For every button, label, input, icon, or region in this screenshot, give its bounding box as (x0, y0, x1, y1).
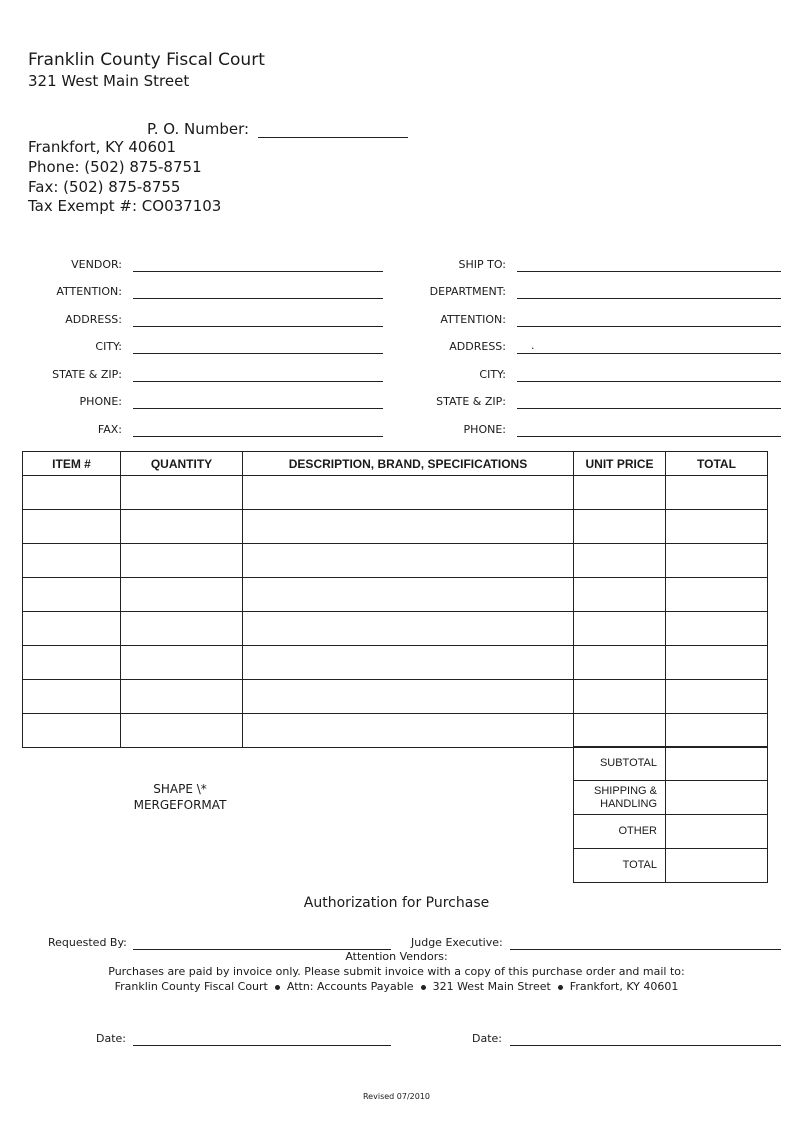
requested-by-label: Requested By: (48, 936, 127, 949)
table-row (23, 544, 768, 578)
street-address: 321 West Main Street (28, 72, 190, 90)
table-row (23, 612, 768, 646)
vendor-fax-field[interactable] (133, 436, 383, 437)
table-row (23, 578, 768, 612)
col-unit-price: UNIT PRICE (574, 452, 666, 476)
bullet-icon (558, 985, 563, 990)
vendor-phone-label: PHONE: (79, 395, 122, 408)
description-cell[interactable] (243, 544, 574, 578)
quantity-cell[interactable] (121, 612, 243, 646)
other-label: OTHER (574, 815, 666, 849)
total-cell[interactable] (666, 646, 768, 680)
table-row (23, 476, 768, 510)
description-cell[interactable] (243, 680, 574, 714)
col-item-number: ITEM # (23, 452, 121, 476)
ship-city-label: CITY: (479, 368, 506, 381)
table-row (23, 714, 768, 748)
date-left-label: Date: (96, 1032, 126, 1045)
totals-table (573, 746, 768, 883)
po-number-field[interactable] (258, 137, 408, 138)
table-row (23, 646, 768, 680)
total-cell[interactable] (666, 578, 768, 612)
mailing-org: Franklin County Fiscal Court (114, 980, 268, 993)
total-cell[interactable] (666, 680, 768, 714)
grand-total-value[interactable] (666, 849, 768, 883)
ship-to-label: SHIP TO: (458, 258, 506, 271)
quantity-cell[interactable] (121, 544, 243, 578)
quantity-cell[interactable] (121, 510, 243, 544)
other-row (574, 815, 768, 849)
ship-state-zip-label: STATE & ZIP: (436, 395, 506, 408)
vendor-state-zip-field[interactable] (133, 381, 383, 382)
other-value[interactable] (666, 815, 768, 849)
vendor-field[interactable] (133, 271, 383, 272)
vendor-address-field[interactable] (133, 326, 383, 327)
date-left-field[interactable] (133, 1045, 391, 1046)
department-label: DEPARTMENT: (429, 285, 506, 298)
unit-price-cell[interactable] (574, 612, 666, 646)
table-row (23, 510, 768, 544)
judge-executive-label: Judge Executive: (411, 936, 503, 949)
ship-address-field[interactable] (517, 353, 781, 354)
quantity-cell[interactable] (121, 578, 243, 612)
total-cell[interactable] (666, 510, 768, 544)
bullet-icon (421, 985, 426, 990)
ship-phone-label: PHONE: (463, 423, 506, 436)
shipping-row (574, 781, 768, 815)
quantity-cell[interactable] (121, 714, 243, 748)
vendor-phone-field[interactable] (133, 408, 383, 409)
description-cell[interactable] (243, 646, 574, 680)
po-number-label: P. O. Number: (147, 120, 250, 138)
items-table (22, 451, 768, 748)
vendor-attention-field[interactable] (133, 298, 383, 299)
item-cell[interactable] (23, 476, 121, 510)
item-cell[interactable] (23, 714, 121, 748)
subtotal-row (574, 747, 768, 781)
organization-name: Franklin County Fiscal Court (28, 50, 265, 70)
vendor-address-label: ADDRESS: (65, 313, 122, 326)
col-quantity: QUANTITY (121, 452, 243, 476)
bullet-icon (275, 985, 280, 990)
vendor-fax-label: FAX: (97, 423, 122, 436)
city-state-zip: Frankfort, KY 40601 (28, 138, 177, 156)
total-cell[interactable] (666, 714, 768, 748)
grand-total-row (574, 849, 768, 883)
unit-price-cell[interactable] (574, 544, 666, 578)
total-cell[interactable] (666, 544, 768, 578)
item-cell[interactable] (23, 544, 121, 578)
revision-note: Revised 07/2010 (362, 1092, 431, 1101)
quantity-cell[interactable] (121, 476, 243, 510)
item-cell[interactable] (23, 510, 121, 544)
invoice-instructions: Purchases are paid by invoice only. Please submit invoice with a copy of this purchase order and mail to: (108, 965, 685, 978)
date-right-field[interactable] (510, 1045, 781, 1046)
ship-attention-label: ATTENTION: (440, 313, 506, 326)
fax-number: Fax: (502) 875-8755 (28, 178, 181, 196)
description-cell[interactable] (243, 714, 574, 748)
unit-price-cell[interactable] (574, 510, 666, 544)
ship-attention-field[interactable] (517, 326, 781, 327)
total-cell[interactable] (666, 476, 768, 510)
item-cell[interactable] (23, 680, 121, 714)
ship-city-field[interactable] (517, 381, 781, 382)
department-field[interactable] (517, 298, 781, 299)
attention-vendors: Attention Vendors: (345, 950, 448, 963)
quantity-cell[interactable] (121, 646, 243, 680)
shipping-label (574, 781, 666, 815)
item-cell[interactable] (23, 612, 121, 646)
description-cell[interactable] (243, 476, 574, 510)
shipping-label-line-2: HANDLING (600, 797, 657, 810)
phone-number: Phone: (502) 875-8751 (28, 158, 202, 176)
item-cell[interactable] (23, 578, 121, 612)
subtotal-value[interactable] (666, 747, 768, 781)
tax-exempt-number: Tax Exempt #: CO037103 (28, 197, 222, 215)
vendor-city-field[interactable] (133, 353, 383, 354)
mailing-address (0, 980, 793, 993)
ship-phone-field[interactable] (517, 436, 781, 437)
grand-total-label: TOTAL (574, 849, 666, 883)
unit-price-cell[interactable] (574, 714, 666, 748)
vendor-state-zip-label: STATE & ZIP: (52, 368, 122, 381)
vendor-city-label: CITY: (95, 340, 122, 353)
description-cell[interactable] (243, 510, 574, 544)
mailing-attn: Attn: Accounts Payable (286, 980, 414, 993)
unit-price-cell[interactable] (574, 680, 666, 714)
description-cell[interactable] (243, 612, 574, 646)
unit-price-cell[interactable] (574, 646, 666, 680)
ship-address-value: . (531, 339, 535, 352)
mailing-city: Frankfort, KY 40601 (569, 980, 679, 993)
unit-price-cell[interactable] (574, 476, 666, 510)
quantity-cell[interactable] (121, 680, 243, 714)
description-cell[interactable] (243, 578, 574, 612)
mailing-street: 321 West Main Street (432, 980, 551, 993)
shape-field-code (100, 781, 260, 813)
ship-to-field[interactable] (517, 271, 781, 272)
shape-field-code-line-1: SHAPE \* (153, 782, 207, 796)
ship-state-zip-field[interactable] (517, 408, 781, 409)
vendor-attention-label: ATTENTION: (56, 285, 122, 298)
unit-price-cell[interactable] (574, 578, 666, 612)
ship-address-label: ADDRESS: (449, 340, 506, 353)
col-total: TOTAL (666, 452, 768, 476)
items-header-row (23, 452, 768, 476)
vendor-label: VENDOR: (71, 258, 122, 271)
item-cell[interactable] (23, 646, 121, 680)
shipping-value[interactable] (666, 781, 768, 815)
subtotal-label: SUBTOTAL (574, 747, 666, 781)
shipping-label-line-1: SHIPPING & (594, 784, 657, 797)
shape-field-code-line-2: MERGEFORMAT (133, 798, 227, 812)
table-row (23, 680, 768, 714)
total-cell[interactable] (666, 612, 768, 646)
col-description: DESCRIPTION, BRAND, SPECIFICATIONS (243, 452, 574, 476)
date-right-label: Date: (472, 1032, 502, 1045)
authorization-title: Authorization for Purchase (303, 895, 490, 911)
